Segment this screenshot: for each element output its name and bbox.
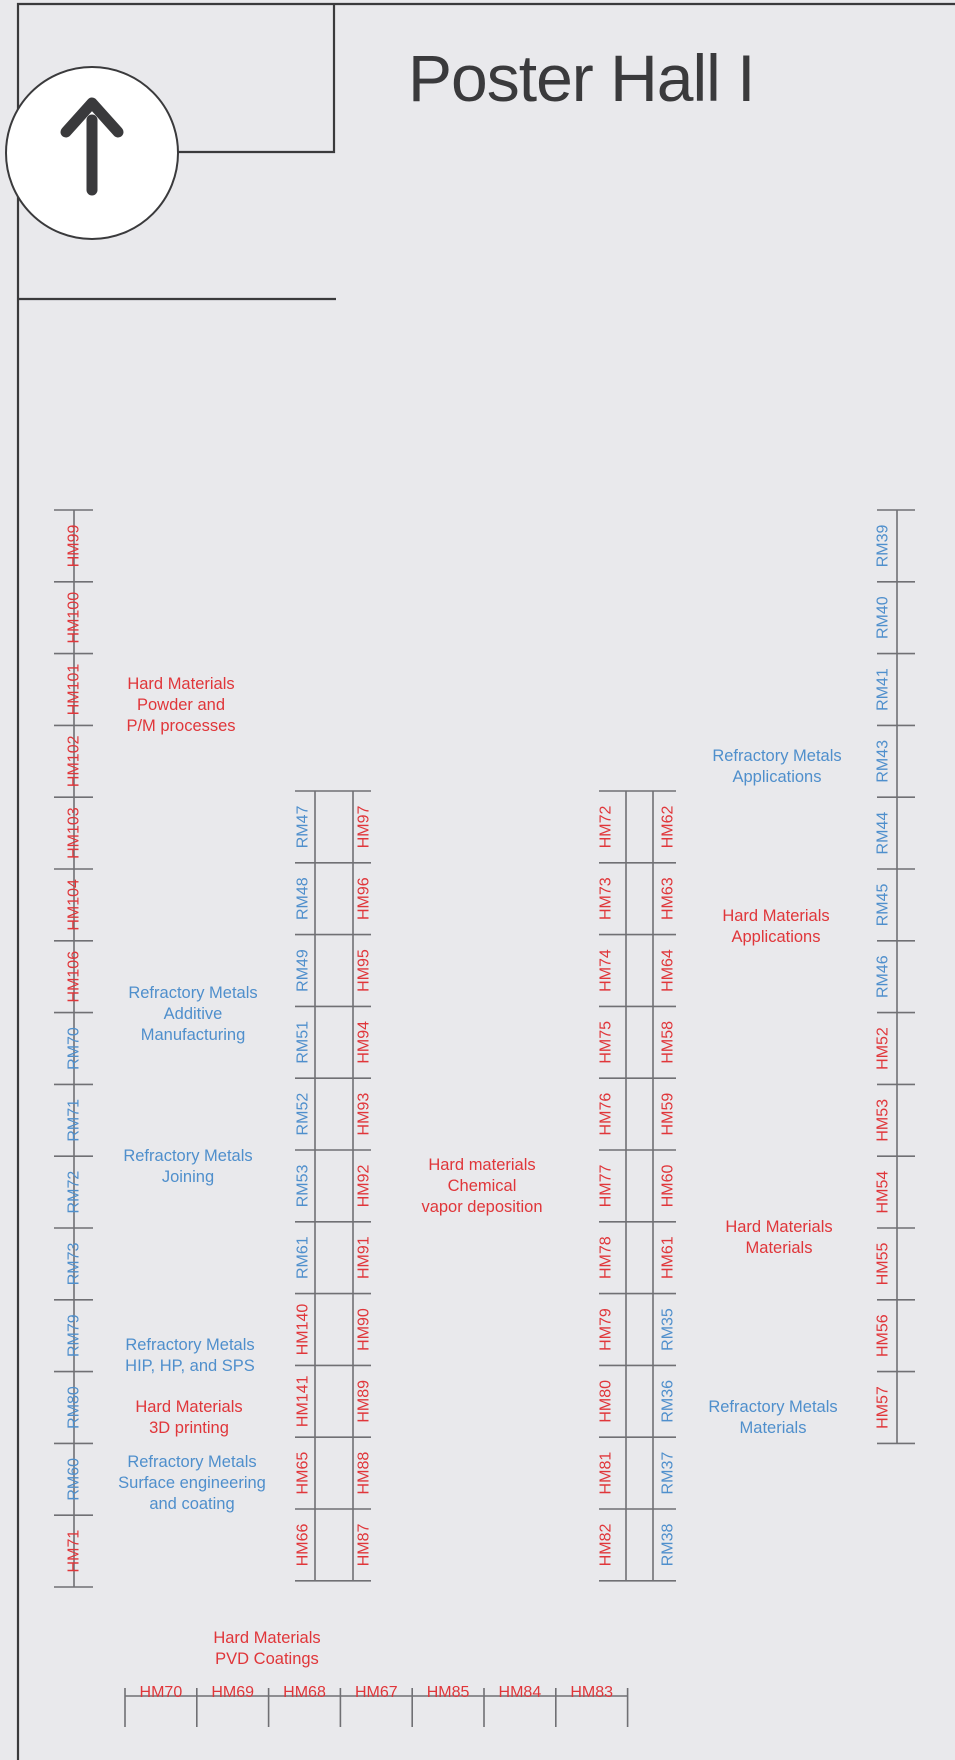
poster-board-label: HM92 — [355, 1164, 373, 1208]
north-compass — [6, 67, 178, 239]
poster-board-label: HM106 — [65, 950, 83, 1003]
poster-board-label: HM102 — [65, 735, 83, 788]
poster-board-label: RM71 — [65, 1098, 83, 1142]
poster-board-label: HM83 — [570, 1684, 614, 1701]
poster-board-label: HM74 — [597, 949, 615, 992]
poster-board-label: HM68 — [283, 1684, 326, 1701]
poster-board-label: RM43 — [874, 739, 892, 783]
poster-board-label: HM81 — [597, 1451, 615, 1495]
poster-board-label: HM97 — [355, 805, 373, 849]
poster-board-label: HM76 — [597, 1092, 615, 1136]
topic-area-rm-materials: Refractory Metals Materials — [708, 1398, 838, 1437]
poster-board-label: HM96 — [355, 877, 373, 921]
poster-board-label: RM40 — [874, 596, 892, 640]
poster-board-label: RM36 — [659, 1379, 677, 1423]
board-col-c — [356, 805, 373, 1566]
poster-board-label: HM62 — [659, 805, 677, 849]
board-row-bottom — [125, 1684, 628, 1727]
poster-board-label: RM51 — [294, 1020, 312, 1064]
poster-board-label: HM99 — [65, 524, 83, 568]
poster-board-label: HM95 — [355, 949, 373, 992]
poster-board-label: HM84 — [498, 1684, 542, 1701]
poster-board-label: RM38 — [659, 1523, 677, 1567]
poster-board-label: HM67 — [354, 1684, 398, 1701]
poster-board-label: HM89 — [355, 1379, 373, 1423]
poster-board-label: RM60 — [65, 1457, 83, 1501]
poster-board-label: HM94 — [355, 1020, 373, 1064]
poster-board-label: HM54 — [874, 1170, 892, 1214]
poster-board-label: HM57 — [874, 1386, 892, 1429]
poster-board-label: HM66 — [294, 1523, 312, 1567]
topic-area-rm-am: Refractory Metals Additive Manufacturing — [128, 984, 258, 1044]
poster-board-label: HM64 — [659, 949, 677, 992]
poster-board-label: HM87 — [355, 1523, 373, 1567]
poster-board-label: RM72 — [65, 1170, 83, 1214]
poster-board-label: HM82 — [597, 1523, 615, 1567]
poster-board-label: RM46 — [874, 955, 892, 999]
poster-board-label: HM69 — [211, 1684, 255, 1701]
poster-board-label: HM55 — [874, 1242, 892, 1286]
poster-board-label: RM48 — [294, 877, 312, 921]
topic-area-hm-materials: Hard Materials Materials — [725, 1218, 833, 1257]
entrance-wall — [178, 4, 334, 152]
poster-board-label: HM141 — [294, 1375, 312, 1428]
poster-board-label: RM61 — [294, 1236, 312, 1280]
topic-area-rm-joining: Refractory Metals Joining — [123, 1147, 253, 1186]
poster-board-label: HM61 — [659, 1236, 677, 1280]
poster-board-label: HM78 — [597, 1236, 615, 1280]
poster-board-label: HM52 — [874, 1027, 892, 1070]
poster-board-label: HM140 — [294, 1303, 312, 1356]
poster-board-label: HM91 — [355, 1236, 373, 1280]
poster-board-label: RM39 — [874, 524, 892, 568]
poster-board-label: HM104 — [65, 879, 83, 931]
topic-area-hm-pvd: Hard Materials PVD Coatings — [213, 1629, 321, 1668]
poster-board-label: RM52 — [294, 1092, 312, 1136]
poster-board-label: RM37 — [659, 1451, 677, 1495]
poster-board-label: HM63 — [659, 877, 677, 921]
poster-board-label: RM41 — [874, 668, 892, 711]
poster-board-label: RM53 — [294, 1164, 312, 1208]
topic-area-hm-powder: Hard Materials Powder and P/M processes — [126, 675, 236, 735]
poster-board-label: RM73 — [65, 1242, 83, 1286]
poster-board-label: HM59 — [659, 1092, 677, 1136]
poster-board-label: HM73 — [597, 877, 615, 921]
poster-board-label: HM93 — [355, 1092, 373, 1136]
poster-board-label: RM35 — [659, 1308, 677, 1351]
topic-area-rm-apps: Refractory Metals Applications — [712, 747, 842, 786]
poster-board-label: HM72 — [597, 805, 615, 849]
topic-area-rm-hip: Refractory Metals HIP, HP, and SPS — [125, 1336, 255, 1375]
topic-area-rm-surface: Refractory Metals Surface engineering and coating — [118, 1453, 266, 1513]
poster-board-label: HM71 — [65, 1529, 83, 1573]
poster-board-label: RM79 — [65, 1314, 83, 1358]
poster-board-label: RM49 — [294, 949, 312, 992]
poster-board-label: HM85 — [426, 1684, 470, 1701]
poster-board-label: HM75 — [597, 1020, 615, 1064]
topic-area-hm-cvd: Hard materials Chemical vapor deposition — [421, 1156, 543, 1216]
poster-board-label: HM60 — [659, 1164, 677, 1208]
board-col-f — [875, 510, 916, 1443]
poster-board-label: RM80 — [65, 1386, 83, 1429]
poster-board-label: HM90 — [355, 1308, 373, 1351]
poster-board-label: RM47 — [294, 805, 312, 849]
topic-area-hm-3d: Hard Materials 3D printing — [135, 1398, 243, 1437]
page-title: Poster Hall I — [408, 41, 755, 115]
poster-board-label: HM65 — [294, 1451, 312, 1495]
topic-area-hm-apps: Hard Materials Applications — [722, 907, 830, 946]
poster-board-label: HM80 — [597, 1379, 615, 1423]
poster-board-label: HM79 — [597, 1308, 615, 1351]
poster-board-label: RM44 — [874, 811, 892, 855]
poster-board-label: RM70 — [65, 1027, 83, 1070]
poster-board-label: HM100 — [65, 591, 83, 644]
poster-board-label: HM70 — [139, 1684, 183, 1701]
poster-board-label: HM77 — [597, 1164, 615, 1208]
poster-board-label: HM101 — [65, 663, 83, 716]
poster-board-label: HM58 — [659, 1020, 677, 1064]
poster-board-label: HM53 — [874, 1098, 892, 1142]
poster-board-label: HM103 — [65, 807, 83, 859]
poster-board-label: RM45 — [874, 883, 892, 927]
poster-board-label: HM88 — [355, 1451, 373, 1495]
poster-board-label: HM56 — [874, 1314, 892, 1358]
